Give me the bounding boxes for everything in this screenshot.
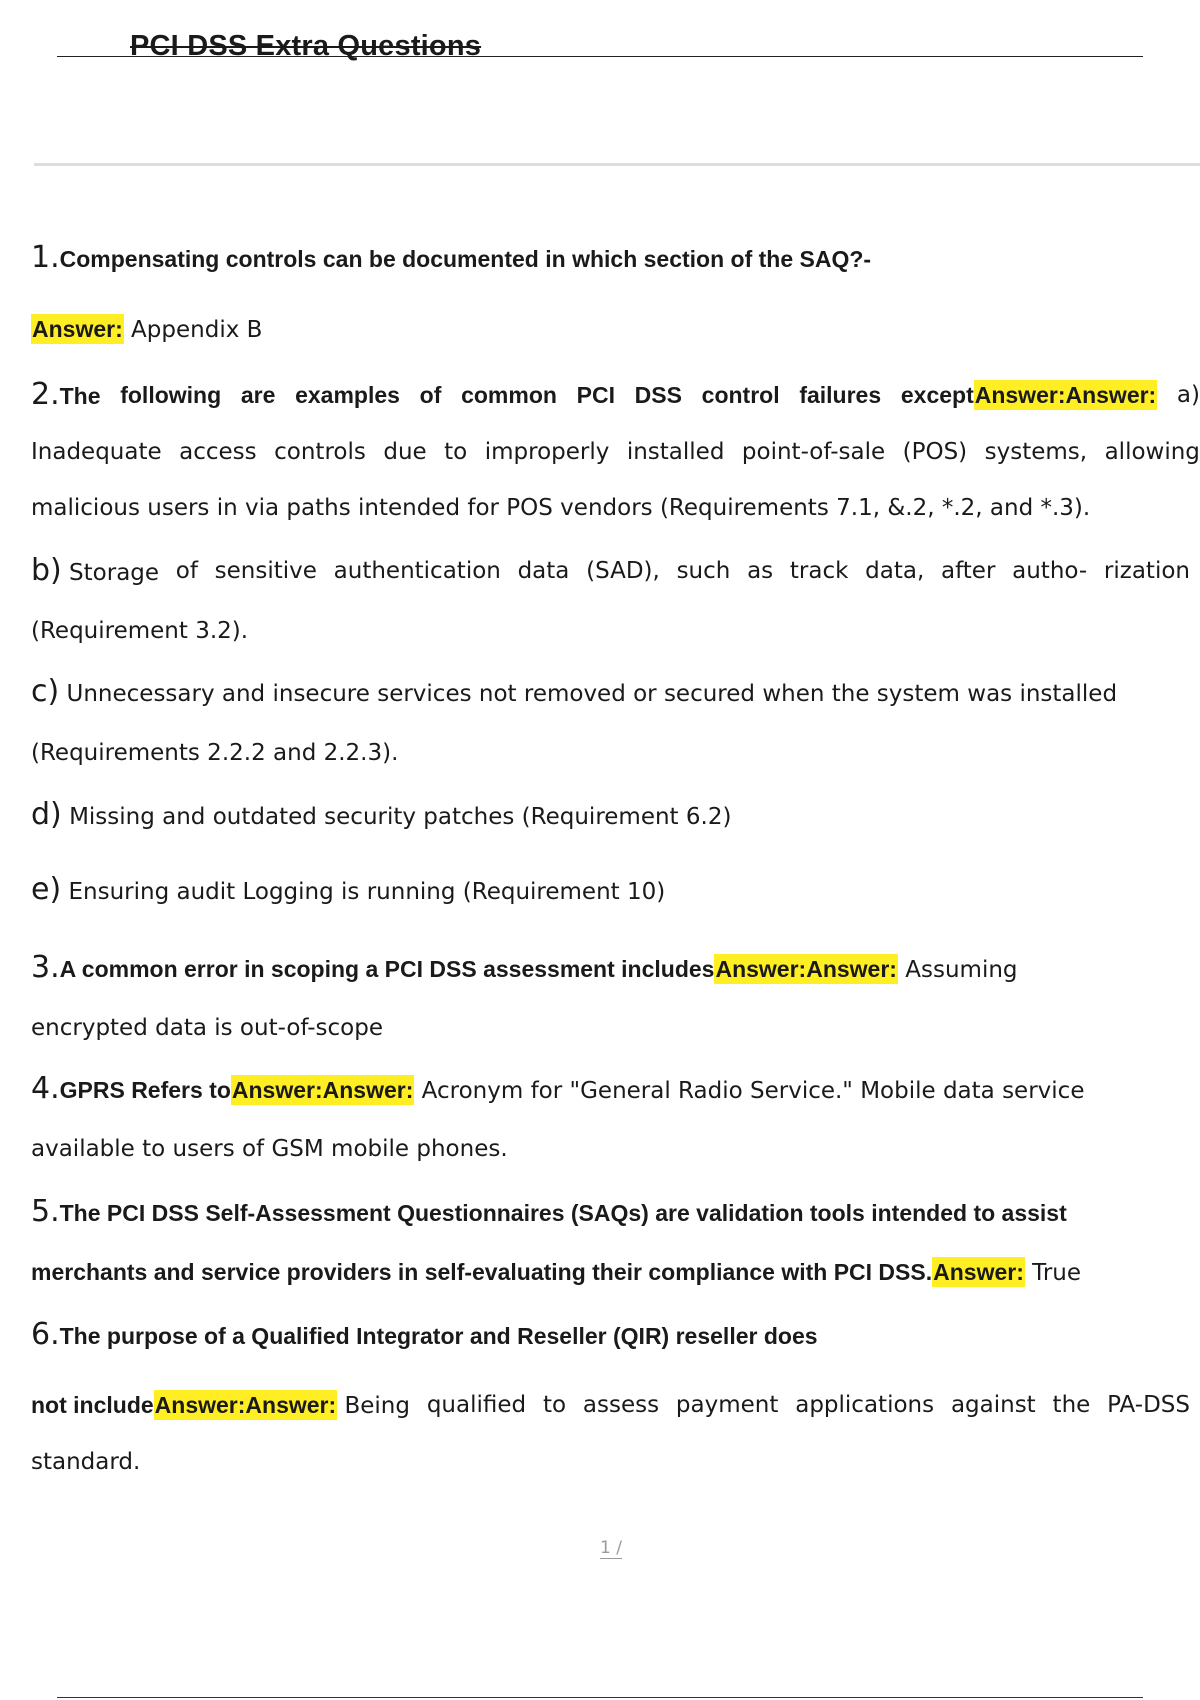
- option-text: Unnecessary and insecure services not removed or secured when the system was installed: [66, 681, 1118, 707]
- answer-label: Answer:Answer:: [974, 382, 1157, 408]
- answer-text: True: [1024, 1260, 1082, 1286]
- question-text: Compensating controls can be documented in which section of the SAQ?-: [59, 246, 872, 272]
- answer-word: payment: [675, 1392, 779, 1418]
- option-d: [31, 797, 732, 832]
- option-word: autho-: [1012, 558, 1088, 584]
- option-c: [31, 674, 1118, 709]
- option-b: [31, 553, 1190, 588]
- answer-word: improperly: [484, 439, 610, 465]
- answer-text: Appendix B: [123, 317, 263, 343]
- option-text: Ensuring audit Logging is running (Requirement 10): [68, 879, 666, 905]
- answer-4-cont: available to users of GSM mobile phones.: [31, 1136, 508, 1162]
- answer-label: Answer:Answer:: [231, 1077, 414, 1103]
- question-text: merchants and service providers in self-evaluating their compliance with PCI DSS.: [31, 1259, 933, 1285]
- answer-word: against: [950, 1392, 1036, 1418]
- option-letter: b) Storage: [31, 553, 160, 588]
- question-word: control: [701, 382, 780, 408]
- question-6: [31, 1317, 818, 1352]
- question-word: DSS: [634, 382, 682, 408]
- answer-word: controls: [274, 439, 366, 465]
- question-tail: exceptAnswer:Answer:: [900, 382, 1157, 408]
- question-5: [31, 1194, 1067, 1229]
- question-word: common: [461, 382, 557, 408]
- question-5-cont: [31, 1257, 1081, 1288]
- page-number: 1 /: [600, 1538, 622, 1558]
- question-number: 3.: [31, 950, 60, 985]
- question-number: 2.The: [31, 377, 101, 412]
- option-word: sensitive: [214, 558, 317, 584]
- question-number: 1.: [31, 240, 60, 275]
- question-text: The PCI DSS Self-Assessment Questionnaires (SAQs) are validation tools intended to assist: [59, 1200, 1067, 1226]
- answer-word: PA-DSS: [1107, 1392, 1190, 1418]
- question-3: [31, 950, 1018, 985]
- answer-word: assess: [582, 1392, 660, 1418]
- option-word: of: [175, 558, 198, 584]
- answer-word: applications: [795, 1392, 935, 1418]
- question-text: A common error in scoping a PCI DSS assessment includes: [59, 956, 715, 982]
- answer-word: point-of-sale: [741, 439, 886, 465]
- answer-1: [31, 314, 262, 345]
- option-word: (SAD),: [586, 558, 660, 584]
- question-1: [31, 240, 872, 275]
- question-number: 4.: [31, 1071, 60, 1106]
- answer-text: Assuming: [897, 957, 1018, 983]
- answer-word: to: [444, 439, 468, 465]
- question-word: of: [419, 382, 442, 408]
- answer-word: to: [542, 1392, 567, 1418]
- question-tail: not includeAnswer:Answer: Being: [31, 1392, 410, 1419]
- answer-word: qualified: [426, 1392, 527, 1418]
- question-word: following: [120, 382, 222, 408]
- answer-text: Acronym for "General Radio Service." Mobile data service: [414, 1078, 1085, 1104]
- answer-word: allowing: [1104, 439, 1200, 465]
- answer-word: due: [383, 439, 427, 465]
- option-letter: e): [31, 872, 62, 907]
- question-word: failures: [799, 382, 882, 408]
- option-word: track: [789, 558, 849, 584]
- answer-label: Answer:: [32, 316, 123, 342]
- answer-label: Answer:Answer:: [715, 956, 897, 982]
- answer-2-line-2: [31, 437, 1200, 467]
- option-letter: d): [31, 797, 62, 832]
- answer-text: a): [1176, 382, 1200, 408]
- option-letter: c): [31, 674, 60, 709]
- option-word: after: [940, 558, 996, 584]
- question-word: PCI: [576, 382, 615, 408]
- option-word: rization: [1103, 558, 1190, 584]
- option-word: data: [517, 558, 570, 584]
- option-word: data,: [865, 558, 925, 584]
- question-word: examples: [295, 382, 400, 408]
- answer-6-cont: standard.: [31, 1449, 141, 1475]
- option-c-cont: (Requirements 2.2.2 and 2.2.3).: [31, 740, 399, 766]
- question-number: 6.: [31, 1317, 60, 1352]
- option-text: Missing and outdated security patches (Requirement 6.2): [69, 804, 732, 830]
- option-word: authentication: [333, 558, 501, 584]
- answer-word: access: [179, 439, 257, 465]
- question-text: GPRS Refers to: [59, 1077, 231, 1103]
- answer-word: the: [1052, 1392, 1091, 1418]
- option-word: such: [676, 558, 731, 584]
- answer-word: (POS): [902, 439, 968, 465]
- header-divider: [34, 163, 1200, 166]
- question-text: The purpose of a Qualified Integrator and Reseller (QIR) reseller does: [59, 1323, 818, 1349]
- question-word: are: [240, 382, 276, 408]
- option-word: as: [747, 558, 774, 584]
- option-b-cont: (Requirement 3.2).: [31, 618, 249, 644]
- document-title: PCI DSS Extra Questions: [130, 30, 482, 62]
- answer-word: installed: [626, 439, 725, 465]
- footer-rule: [57, 1697, 1143, 1698]
- answer-word: Inadequate: [31, 439, 162, 465]
- answer-2-line-3: malicious users in via paths intended for POS vendors (Requirements 7.1, &.2, *.2, and *.3).: [31, 495, 1091, 521]
- option-e: [31, 872, 666, 907]
- question-4: [31, 1071, 1085, 1106]
- question-number: 5.: [31, 1194, 60, 1229]
- answer-label: Answer:: [933, 1259, 1024, 1285]
- answer-word: systems,: [984, 439, 1088, 465]
- answer-3-cont: encrypted data is out-of-scope: [31, 1015, 383, 1041]
- question-2: [31, 377, 1200, 412]
- question-6-cont: [31, 1390, 1190, 1421]
